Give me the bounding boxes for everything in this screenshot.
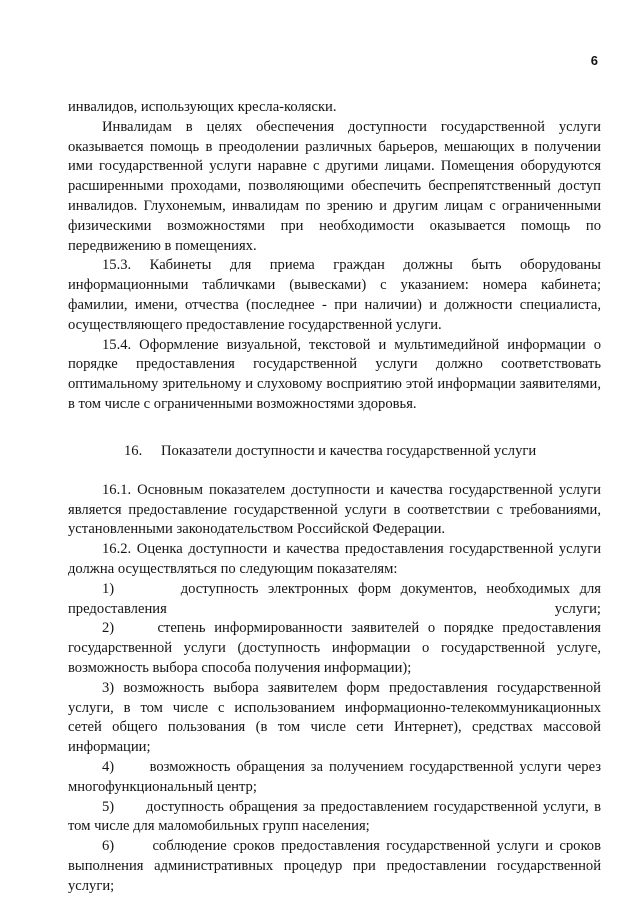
list-item-1: 1) доступность электронных форм документов, необходимых для предоставления услуги; bbox=[68, 580, 601, 617]
list-item-4: 4) возможность обращения за получением государственной услуги через многофункциональный центр; bbox=[68, 758, 601, 795]
page-number: 6 bbox=[590, 53, 598, 68]
paragraph-15-3: 15.3. Кабинеты для приема граждан должны быть оборудованы информационными табличками (вывесками) с указанием: номера кабинета; фамилии, имени, отчества (последнее - при наличии) и должности специалиста, осуществляющего предоставление государственной услуги. bbox=[68, 257, 601, 333]
section-title: Показатели доступности и качества государственной услуги bbox=[161, 442, 537, 459]
paragraph-16-1: 16.1. Основным показателем доступности и качества государственной услуги является предоставление государственной услуги в соответствии с требованиями, установленными законодательством Российской Федерации. bbox=[68, 481, 601, 538]
list-item-3: 3) возможность выбора заявителем форм предоставления государственной услуги, в том числе с использованием информационно-телекоммуникационных сетей общего пользования (в том числе сети Интернет), средствах массовой информации; bbox=[68, 679, 601, 756]
paragraph-16-2: 16.2. Оценка доступности и качества предоставления государственной услуги должна осуществляться по следующим показателям: bbox=[68, 541, 601, 577]
paragraph-disabled-assistance: Инвалидам в целях обеспечения доступности государственной услуги оказывается помощь в преодолении различных барьеров, мешающих в получении ими государственной услуги наравне с другими лицами. Помещения оборудуются расширенными проходами, позволяющими обеспечить беспрепятственный доступ инвалидов. Глухонемым, инвалидам по зрению и другим лицам с ограниченными физическими возможностями при необходимости оказывается помощь по передвижению в помещениях. bbox=[68, 118, 601, 254]
paragraph-continuation: инвалидов, использующих кресла-коляски. bbox=[68, 99, 337, 115]
document-body bbox=[68, 98, 601, 896]
section-heading bbox=[68, 441, 601, 461]
section-number: 16. bbox=[124, 442, 143, 459]
paragraphs-before bbox=[68, 98, 601, 415]
paragraph-15-4: 15.4. Оформление визуальной, текстовой и мультимедийной информации о порядке предоставления государственной услуги должно соответствовать оптимальному зрительному и слуховому восприятию этой информации заявителями, в том числе с ограниченными возможностями здоровья. bbox=[68, 336, 601, 412]
list-item-5: 5) доступность обращения за предоставлением государственной услуги, в том числе для маломобильных групп населения; bbox=[68, 798, 601, 835]
paragraphs-after bbox=[68, 481, 601, 897]
list-item-2: 2) степень информированности заявителей о порядке предоставления государственной услуги (доступность информации о государственной услуге, возможность выбора способа получения информации); bbox=[68, 620, 601, 676]
list-item-6: 6) соблюдение сроков предоставления государственной услуги и сроков выполнения административных процедур при предоставлении государственной услуги; bbox=[68, 838, 601, 894]
